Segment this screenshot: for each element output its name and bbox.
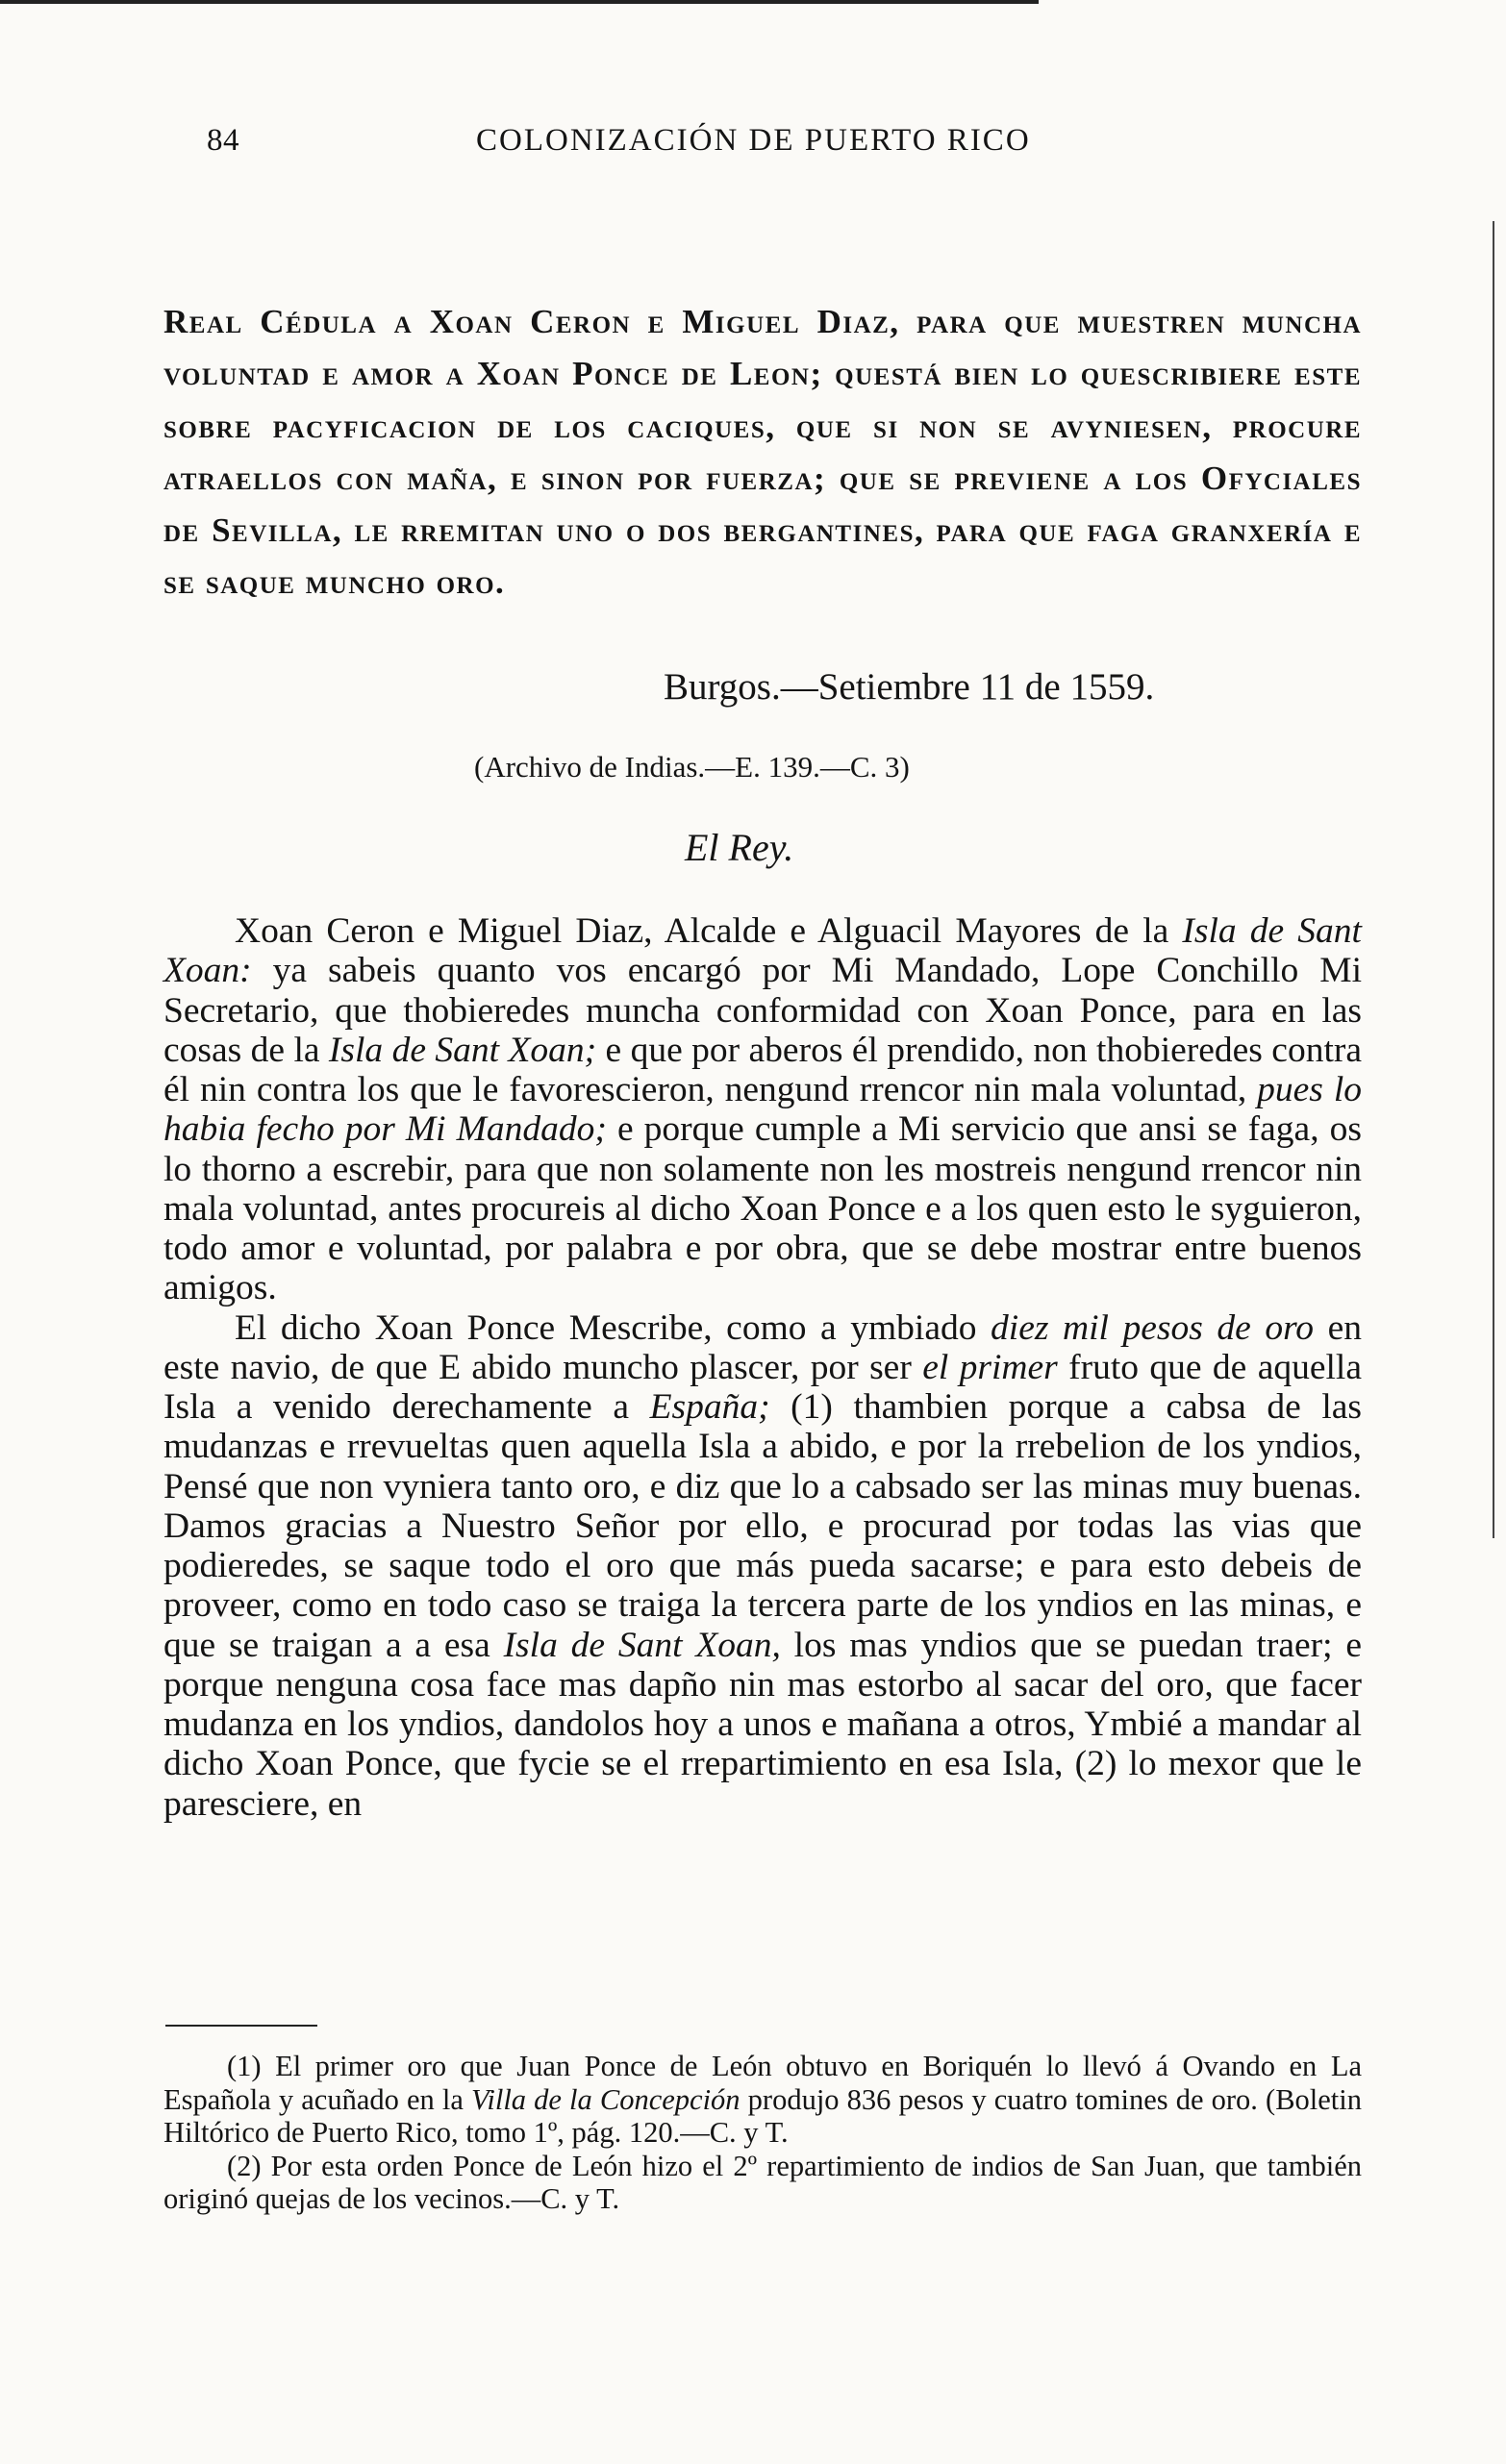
footnote-rule — [165, 2025, 317, 2027]
text-run: El dicho Xoan Ponce Mescribe, como a ymbiado — [235, 1307, 991, 1348]
text-run: produjo 836 pesos y cuatro tomines de oro. (Boletin Hiltórico de Puerto Rico, tomo 1º, pág. 120.—C. y T. — [163, 2082, 1362, 2149]
text-run: fruto que de aquella Isla a venido derechamente a — [163, 1347, 1362, 1427]
text-run: los mas yndios que se puedan traer; e porque nenguna cosa face mas dapño nin mas estorbo al sacar del oro, que facer mudanza en los yndios, dandolos hoy a unos e mañana a otros, Ymbié a mandar al dicho Xoan Ponce, que fycie se el rrepartimiento en esa Isla, (2) lo mexor que le paresciere, en — [163, 1625, 1362, 1824]
text-run: en este navio, de que E abido muncho plascer, por ser — [163, 1307, 1362, 1387]
page-edge-rule — [1493, 221, 1494, 1538]
italic-run: pues lo habia fecho por Mi Mandado; — [163, 1070, 1362, 1150]
paragraph-2 — [163, 1308, 1362, 1824]
italic-run: Isla de Sant Xoan; — [328, 1030, 597, 1070]
italic-run: el primer — [922, 1347, 1058, 1387]
page-number: 84 — [207, 123, 239, 158]
text-run: Xoan Ceron e Miguel Diaz, Alcalde e Alguacil Mayores de la — [235, 911, 1183, 951]
italic-run: España; — [649, 1387, 770, 1427]
text-run: e que por aberos él prendido, non thobieredes contra él nin contra los que le favorescieron, nengund rrencor nin mala voluntad, — [163, 1030, 1363, 1109]
footnote-1 — [163, 2050, 1362, 2150]
text-run: (1) El primer oro que Juan Ponce de León obtuvo en Boriquén lo llevó á Ovando en La Española y acuñado en la — [163, 2050, 1362, 2116]
italic-run: diez mil pesos de oro — [991, 1307, 1315, 1348]
document-title: Real Cédula a Xoan Ceron e Miguel Diaz, para que muestren muncha voluntad e amor a Xoan Ponce de Leon; questá bien lo quescribiere este sobre pacyficacion de los caciques, que si non se avyniesen, procure atraellos con maña, e sinon por fuerza; que se previene a los Ofyciales de Sevilla, le rremitan uno o dos bergantines, para que faga granxería e se saque muncho oro. — [163, 303, 1362, 602]
running-title: COLONIZACIÓN DE PUERTO RICO — [476, 123, 1031, 158]
place-date: Burgos.—Setiembre 11 de 1559. — [664, 666, 1155, 708]
text-run: (1) thambien porque a cabsa de las mudanzas e rrevueltas quen aquella Isla a abido, e por la rrebelion de los yndios, Pensé que non vyniera tanto oro, e diz que lo a cabsado ser las minas muy buenas. Damos gracias a Nuestro Señor por ello, e procurad por todas las vias que podieredes, se saque todo el oro que más pueda sacarse; e para esto debeis de proveer, como en todo caso se traiga la tercera parte de los yndios en las minas, e que se traigan a a esa — [163, 1387, 1362, 1665]
italic-run: Isla de Sant Xoan: — [163, 911, 1362, 991]
signature: El Rey. — [685, 826, 794, 869]
paragraph-1 — [163, 911, 1362, 1308]
top-rule — [0, 0, 1039, 4]
text-run: ya sabeis quanto vos encargó por Mi Mandado, Lope Conchillo Mi Secretario, que thobieredes muncha conformidad con Xoan Ponce, para en las cosas de la — [163, 951, 1362, 1070]
footnotes — [163, 2050, 1362, 2216]
italic-run: Isla de Sant Xoan, — [503, 1625, 781, 1665]
archive-source: (Archivo de Indias.—E. 139.—C. 3) — [474, 750, 910, 784]
body-text — [163, 911, 1362, 1824]
italic-run: Villa de la Concepción — [471, 2082, 740, 2116]
text-run: e porque cumple a Mi servicio que ansi se faga, os lo thorno a escrebir, para que non solamente non les mostreis nengund rrencor nin mala voluntad, antes procureis al dicho Xoan Ponce e a los quen esto le syguieron, todo amor e voluntad, por palabra e por obra, que se debe mostrar entre buenos amigos. — [163, 1109, 1362, 1308]
footnote-2: (2) Por esta orden Ponce de León hizo el 2º repartimiento de indios de San Juan, que también originó quejas de los vecinos.—C. y T. — [163, 2149, 1362, 2215]
